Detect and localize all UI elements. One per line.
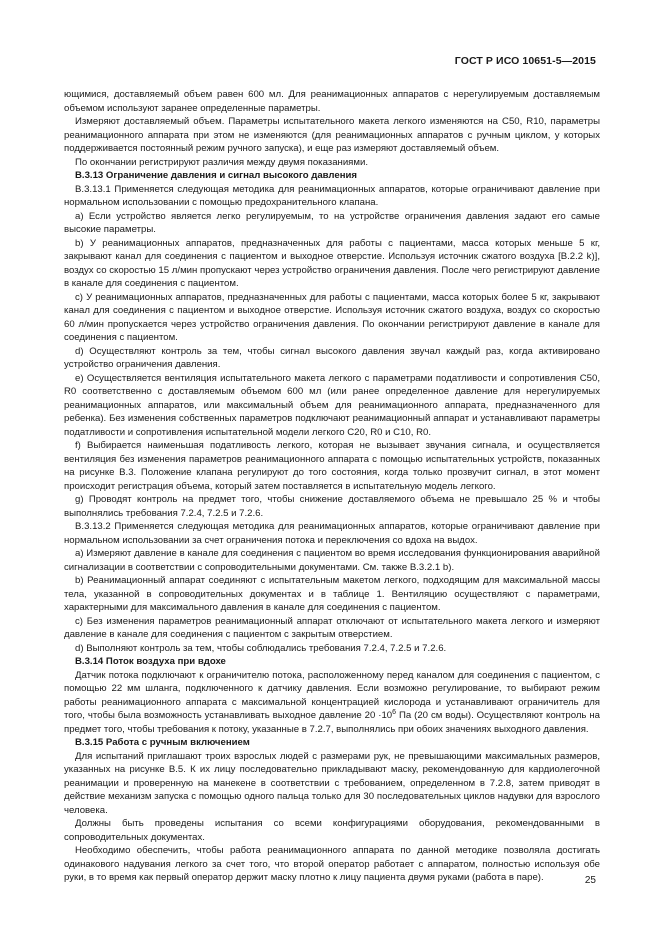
paragraph: Для испытаний приглашают троих взрослых людей с размерами рук, не превышающими максимальных размеров, указанных на рисунке В.5. К их лицу последовательно прикладывают маску, рекомендованную для кардиолегочной реанимации и проверенную на манекене в соответствии с требованием, определенном в 7.2.8, затем приводят в действие механизм запуска с помощью одного пальца только для 30 последовательных циклов надувки для взрослого человека. <box>64 750 600 816</box>
paragraph: g) Проводят контроль на предмет того, чтобы снижение доставляемого объема не превышало 25 % и чтобы выполнялись требования 7.2.4, 7.2.5 и 7.2.6. <box>64 494 600 519</box>
paragraph: е) Осуществляется вентиляция испытательного макета легкого с параметрами податливости и сопротивления С50, R0 соответственно с доставляемым объемом 600 мл (или ранее определенное давление для нерегулируемых реанимационных аппаратов, или максимальный объем для реанимационного аппарата, предназначенного для ребенка). Без изменения собственных параметров подключают реанимационный аппарат и устанавливают параметры податливости и сопротивления испытательной модели легкого С20, R0 и С10, R0. <box>64 372 600 438</box>
section-heading: В.3.13 Ограничение давления и сигнал высокого давления <box>75 170 358 181</box>
superscript: 6 <box>392 709 397 716</box>
paragraph: Необходимо обеспечить, чтобы работа реанимационного аппарата по данной методике позволяла достигать одинакового надувания легкого за счет того, что второй оператор работает с аппаратом, полностью используя обе руки, в то время как первый оператор держит маску плотно к лицу пациента двумя руками (работа в паре). <box>64 845 600 883</box>
paragraph: В.3.13.1 Применяется следующая методика для реанимационных аппаратов, которые ограничивают давление при нормальном использовании с помощью предохранительного клапана. <box>64 183 600 208</box>
paragraph: с) У реанимационных аппаратов, предназначенных для работы с пациентами, масса которых более 5 кг, закрывают канал для соединения с пациентом и выходное отверстие. Используя источник сжатого воздуха, воздух со скоростью 60 л/мин пропускается через устройство ограничения давления. По окончании регистрируют давление в канале для соединения с пациентом. <box>64 291 600 343</box>
section-heading: В.3.14 Поток воздуха при вдохе <box>75 656 226 667</box>
paragraph-text-tail: Па (20 см воды). Осуществляют контроль на предмет того, чтобы требования к потоку, указанные в 7.2.7, выполнялись при обоих значениях выходного давления. <box>64 710 600 735</box>
paragraph: d) Выполняют контроль за тем, чтобы соблюдались требования 7.2.4, 7.2.5 и 7.2.6. <box>75 642 447 654</box>
section-heading: В.3.15 Работа с ручным включением <box>75 737 250 748</box>
paragraph-text: Датчик потока подключают к ограничителю потока, расположенному перед каналом для соединения с пациентом, с помощью 22 мм шланга, подключенного к датчику давления. Если возможно регулирование, то выбирают режим работы реанимационного аппарата с максимальной концентрацией кислорода и устанавливают ограничитель для того, чтобы была возможность устанавливать выходное давление 20 ·10 <box>64 669 600 721</box>
paragraph: b) Реанимационный аппарат соединяют с испытательным макетом легкого, подходящим для максимальной массы тела, указанной в сопроводительных документах и в таблице 1. Вентиляцию осуществляют с параметрами, характерными для максимального давления в канале для соединения с пациентом. <box>64 575 600 613</box>
paragraph: b) У реанимационных аппаратов, предназначенных для работы с пациентами, масса которых меньше 5 кг, закрывают канал для соединения с пациентом и выходное отверстие. Используя источник сжатого воздуха [В.2.2 k)], воздух со скоростью 15 л/мин пропускают через устройство ограничения давления. После чего регистрируют давление в канале для соединения с пациентом. <box>64 237 600 289</box>
paragraph <box>64 669 600 737</box>
paragraph: f) Выбирается наименьшая податливость легкого, которая не вызывает звучания сигнала, и осуществляется вентиляция без изменения параметров реанимационного аппарата с помощью испытательных устройств, показанных на рисунке В.3. Положение клапана регулируют до того состояния, когда только прозвучит сигнал, в этот момент происходит регистрация объема, который затем поставляется в испытательную модель легкого. <box>64 440 600 492</box>
paragraph: с) Без изменения параметров реанимационный аппарат отключают от испытательного макета легкого и измеряют давление в канале для соединения с пациентом с закрытым отверстием. <box>64 615 600 640</box>
paragraph: Измеряют доставляемый объем. Параметры испытательного макета легкого изменяются на С50, R10, параметры реанимационного аппарата при этом не изменяются (для реанимационных аппаратов с ручным циклом, у которых поддерживается постоянный режим ручного запуска), и еще раз измеряют доставляемый объем. <box>64 116 600 154</box>
paragraph: а) Если устройство является легко регулируемым, то на устройстве ограничения давления задают его самые высокие параметры. <box>64 210 600 235</box>
paragraph: d) Осуществляют контроль за тем, чтобы сигнал высокого давления звучал каждый раз, когда активировано устройство ограничения давления. <box>64 345 600 370</box>
paragraph: Должны быть проведены испытания со всеми конфигурациями оборудования, рекомендованными в сопроводительных документах. <box>64 818 600 843</box>
paragraph: ющимися, доставляемый объем равен 600 мл. Для реанимационных аппаратов с нерегулируемым доставляемым объемом используют заранее определенные параметры. <box>64 89 600 114</box>
document-body <box>64 88 600 885</box>
document-code-header: ГОСТ Р ИСО 10651-5—2015 <box>454 55 596 67</box>
paragraph: По окончании регистрируют различия между двумя показаниями. <box>75 156 369 168</box>
paragraph: В.3.13.2 Применяется следующая методика для реанимационных аппаратов, которые ограничивают давление при нормальном использовании за счет ограничения потока и переключения со вдоха на выдох. <box>64 521 600 546</box>
paragraph: а) Измеряют давление в канале для соединения с пациентом во время исследования функционирования аварийной сигнализации в соответствии с сопроводительными документами. См. также В.3.2.1 b). <box>64 548 600 573</box>
page-number: 25 <box>584 875 596 886</box>
